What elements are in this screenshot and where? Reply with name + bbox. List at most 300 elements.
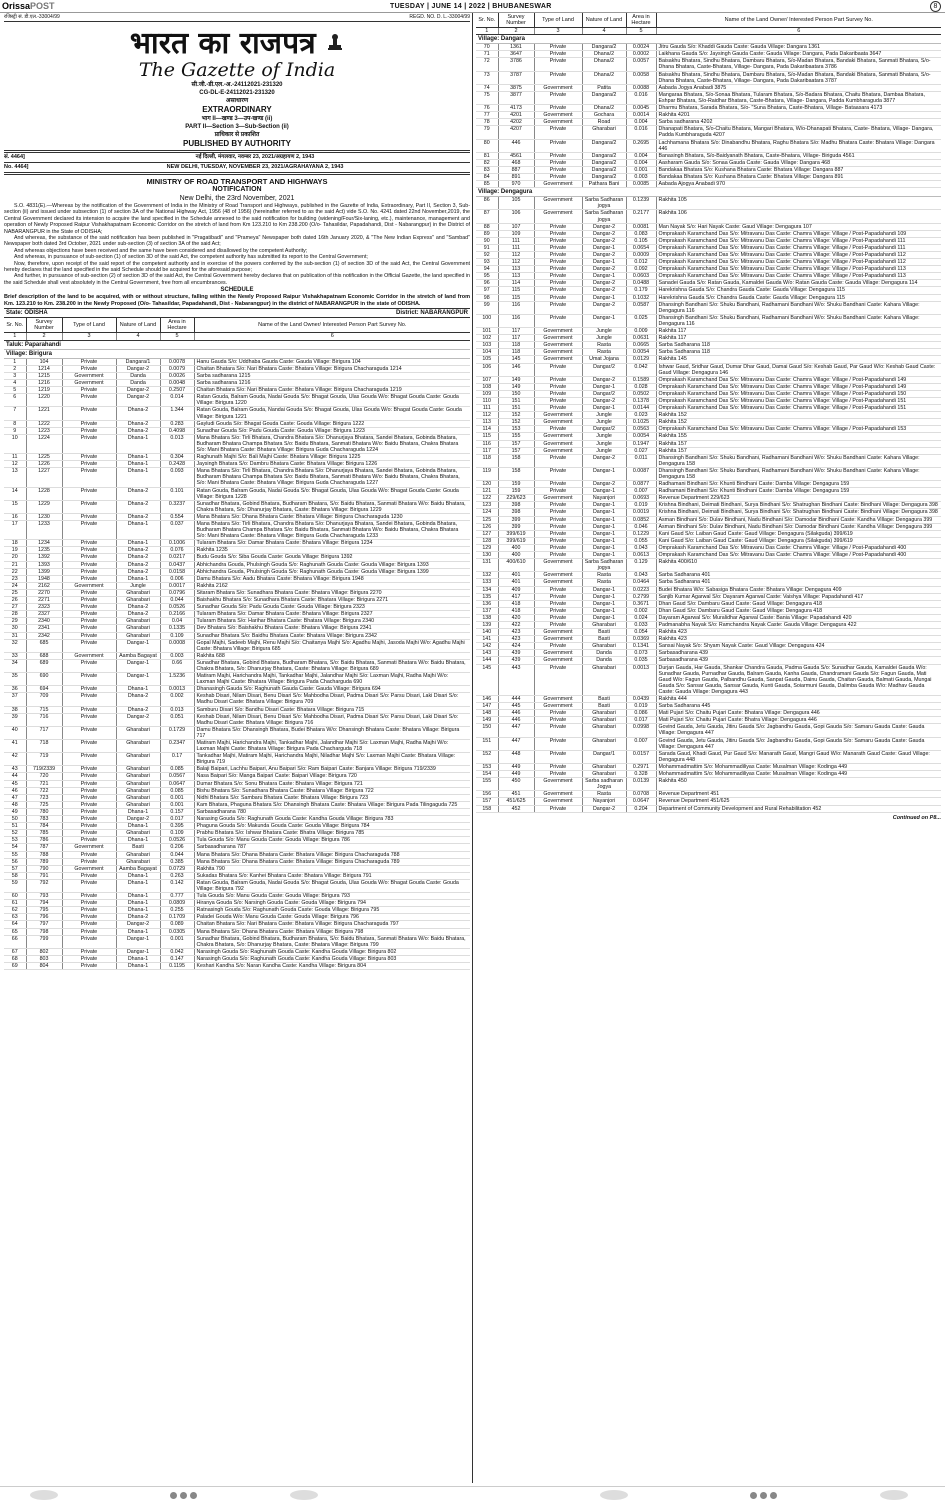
table-row: [476, 173, 941, 180]
brand-logo: OrissaPOST: [2, 1, 55, 11]
table-cell: 73: [476, 71, 498, 84]
table-cell: 30: [4, 625, 26, 632]
table-cell: 105: [498, 197, 534, 210]
table-row: [476, 314, 941, 327]
table-cell: 46: [4, 787, 26, 794]
table-row: [4, 575, 470, 582]
table-row: [4, 597, 470, 604]
table-cell: 0.073: [626, 650, 656, 657]
table-cell: Gharabari: [582, 126, 626, 139]
table-cell: 0.1335: [160, 625, 194, 632]
table-cell: Samburu Disari S/o: Bandhu Disari Caste: Bhatara Village: Birigura 715: [194, 706, 470, 713]
table-cell: 0.019: [626, 703, 656, 710]
table-cell: 0.0796: [160, 589, 194, 596]
table-row: [476, 44, 941, 51]
table-row: [476, 328, 941, 335]
table-cell: 149: [476, 717, 498, 724]
table-cell: Rasta: [582, 349, 626, 356]
table-row: [4, 420, 470, 427]
notification-paragraph: And whereas, in pursuance of sub-section (1) of section 3D of the said Act, the competent authority has submitted its report to the Central Government;: [14, 254, 368, 261]
table-cell: 11: [4, 454, 26, 461]
table-cell: Banasingh Bhatara, S/o-Baidyanath Bhatara, Caste-Bhatara, Village- Birigudа 4561: [656, 152, 941, 159]
table-row: [4, 427, 470, 434]
table-cell: 3647: [498, 51, 534, 58]
table-cell: Dhana-2: [116, 420, 160, 427]
table-cell: Dangara/2: [582, 139, 626, 152]
table-cell: Private: [534, 166, 582, 173]
table-cell: Gharabari: [116, 589, 160, 596]
table-cell: Omprakash Karamchand Das S/o: Mitravanu Das Caste: Chamra Village: Village / Post-Papadahandi 153: [656, 426, 941, 433]
table-cell: Dangar-1: [582, 488, 626, 495]
table-cell: 792: [26, 879, 62, 892]
registration-english: REGD. NO. D. L.-33004/99: [409, 14, 470, 20]
table-cell: Danda: [116, 380, 160, 387]
schedule-heading: SCHEDULE: [220, 287, 254, 294]
table-cell: Government: [534, 433, 582, 440]
table-cell: Matiram Majhi, Harichandra Majhi, Tankadhar Majhi, Jalandhar Majhi S/o: Laxman Majhi, Radha Majhi W/o: Laxman Majhi Caste: Bhatara Village: Birigura Pada Chacharguda 690: [194, 673, 470, 686]
table-row: [4, 434, 470, 453]
table-cell: Private: [534, 737, 582, 750]
table-cell: Dangar-2: [582, 266, 626, 273]
table-cell: 804: [26, 963, 62, 970]
table-cell: Private: [62, 659, 116, 672]
table-cell: 100: [476, 314, 498, 327]
table-cell: Revenue Department 451/625: [656, 798, 941, 805]
table-cell: Private: [62, 858, 116, 865]
table-cell: 97: [476, 287, 498, 294]
table-cell: Dhana-2: [116, 568, 160, 575]
table-row: [476, 166, 941, 173]
table-cell: Dhana-2: [116, 500, 160, 513]
table-cell: 0.0563: [626, 426, 656, 433]
table-cell: Krishna Bindhani, Deimati Bindhani, Surya Bindhani S/o: Shatrughan Bindhani Caste: Bindhani Village: Dengagura 398: [656, 509, 941, 516]
table-cell: Private: [534, 105, 582, 112]
table-cell: 718: [26, 740, 62, 753]
table-cell: Dangar-1: [582, 600, 626, 607]
table-cell: Dangar-1: [116, 639, 160, 652]
table-cell: 115: [476, 433, 498, 440]
table-cell: 149: [498, 383, 534, 390]
table-cell: Dangar/2: [582, 390, 626, 397]
table-cell: Private: [62, 604, 116, 611]
table-cell: 452: [498, 805, 534, 812]
table-cell: 74: [476, 84, 498, 91]
table-cell: Omprakash Karamchand Das S/o: Mitravanu Das Caste: Chamra Village: Village / Post-Papadahandi 111: [656, 244, 941, 251]
column-header: Name of the Land Owner/ Interested Person Part Survey No.: [194, 318, 470, 333]
table-cell: Sansai Nayak S/o: Shyam Nayak Caste: Gaud Village: Dengagura 424: [656, 643, 941, 650]
table-row: [476, 798, 941, 805]
table-cell: Ratnasingh Gouda S/o: Raghunath Gouda Caste: Gouda Village: Birigura 795: [194, 907, 470, 914]
table-cell: 4202: [498, 119, 534, 126]
table-cell: Government: [534, 84, 582, 91]
table-cell: 0.1947: [626, 440, 656, 447]
table-cell: 2271: [26, 597, 62, 604]
table-row: [476, 397, 941, 404]
table-cell: 80: [476, 139, 498, 152]
table-cell: Rakhita 400/610: [656, 559, 941, 572]
table-cell: Government: [534, 119, 582, 126]
table-cell: 151: [498, 397, 534, 404]
table-row: [476, 454, 941, 467]
table-cell: 0.328: [626, 771, 656, 778]
table-cell: Dangar-1: [582, 405, 626, 412]
table-cell: 109: [476, 390, 498, 397]
table-cell: 62: [4, 907, 26, 914]
table-cell: 2162: [26, 582, 62, 589]
table-cell: Private: [534, 763, 582, 770]
table-cell: 139: [476, 621, 498, 628]
table-cell: 0.385: [160, 858, 194, 865]
column-header: Survey Number: [26, 318, 62, 333]
table-cell: Krishna Bindhani, Deimati Bindhani, Surya Bindhani S/o: Shatrughan Bindhani Caste: Bindhani Village: Dengagura 398: [656, 502, 941, 509]
table-cell: 721: [26, 780, 62, 787]
table-cell: 145: [498, 356, 534, 363]
table-cell: 61: [4, 900, 26, 907]
table-cell: 55: [4, 851, 26, 858]
table-cell: Private: [62, 420, 116, 427]
table-cell: 120: [476, 481, 498, 488]
table-cell: Private: [62, 487, 116, 500]
table-cell: Private: [62, 365, 116, 372]
table-cell: 445: [498, 703, 534, 710]
table-cell: 0.1378: [626, 397, 656, 404]
table-cell: 1229: [26, 500, 62, 513]
table-cell: Sarba Sadharana 118: [656, 342, 941, 349]
table-row: [476, 287, 941, 294]
table-cell: 82: [476, 159, 498, 166]
table-cell: 0.0057: [626, 58, 656, 71]
table-cell: Private: [62, 575, 116, 582]
table-cell: Government: [534, 559, 582, 572]
table-cell: Private: [534, 91, 582, 104]
table-cell: 47: [4, 794, 26, 801]
table-cell: 12: [4, 461, 26, 468]
table-row: [476, 230, 941, 237]
table-cell: 1233: [26, 521, 62, 540]
table-cell: Government: [534, 778, 582, 791]
table-cell: 0.024: [626, 614, 656, 621]
table-cell: 128: [476, 537, 498, 544]
part-hindi: भाग II—खण्ड 3—उप-खण्ड (ii): [201, 116, 273, 122]
table-cell: 117: [476, 447, 498, 454]
table-cell: 0.027: [626, 447, 656, 454]
table-cell: Dhana-1: [116, 686, 160, 693]
table-cell: 154: [476, 771, 498, 778]
national-emblem-icon: [326, 33, 344, 57]
table-cell: 446: [498, 710, 534, 717]
table-cell: Dhan Gaud S/o: Dambaru Gaud Caste: Gaud Village: Dengagura 418: [656, 600, 941, 607]
table-cell: 24: [4, 582, 26, 589]
table-cell: Aasharam Gauda S/o: Sonaa Gauda Caste: Gauda Village: Dangara 468: [656, 159, 941, 166]
table-cell: 144: [476, 657, 498, 664]
table-cell: Dhana-2: [116, 561, 160, 568]
table-cell: Sarba sadharana 1216: [194, 380, 470, 387]
table-cell: 158: [498, 454, 534, 467]
table-cell: 0.0158: [160, 568, 194, 575]
table-cell: 0.179: [626, 287, 656, 294]
table-cell: Rakhita 152: [656, 412, 941, 419]
table-cell: Abhichandra Gouda, Phulsingh Gouda S/o: Raghunath Gouda Caste: Gouda Village: Birigura 1399: [194, 568, 470, 575]
table-cell: Omprakash Karamchand Das S/o: Mitravanu Das Caste: Chamra Village: Village / Post-Papadahandi 150: [656, 390, 941, 397]
table-cell: 0.014: [160, 394, 194, 407]
table-row: [4, 753, 470, 766]
table-row: [476, 593, 941, 600]
table-cell: Gharabari: [582, 664, 626, 695]
table-cell: Sanjib Kumar Agarwal S/o: Dayaram Agarwal Caste: Vaishya Village: Papadahandi 417: [656, 593, 941, 600]
table-cell: Private: [62, 521, 116, 540]
table-cell: 793: [26, 893, 62, 900]
table-cell: Dhana-2: [116, 611, 160, 618]
nav-oval[interactable]: [290, 1490, 318, 1500]
table-cell: Dangar-2: [582, 301, 626, 314]
table-cell: 398: [498, 509, 534, 516]
table-cell: 795: [26, 907, 62, 914]
table-cell: Government: [534, 197, 582, 210]
table-cell: 0.2428: [160, 461, 194, 468]
table-cell: Sarba sadharana 4202: [656, 119, 941, 126]
table-row: [4, 914, 470, 921]
left-column: [4, 13, 470, 1483]
table-cell: 72: [476, 58, 498, 71]
table-row: [4, 513, 470, 520]
table-cell: Nayanjori: [582, 798, 626, 805]
table-cell: Hanu Gauda S/o: Uddhaba Gauda Caste: Gauda Village: Birigura 104: [194, 358, 470, 365]
table-cell: Kani Gaud S/o: Laiban Gaud Caste: Gaud Village: Dengagura (Silakguda) 399/619: [656, 530, 941, 537]
table-cell: Private: [534, 126, 582, 139]
table-cell: Private: [62, 907, 116, 914]
table-cell: Dangar-1: [582, 273, 626, 280]
table-row: [476, 426, 941, 433]
table-cell: 802: [26, 948, 62, 955]
table-row: [4, 407, 470, 420]
table-cell: Jungle: [582, 328, 626, 335]
table-row: [476, 530, 941, 537]
table-row: [476, 71, 941, 84]
table-cell: Dhana-1: [116, 461, 160, 468]
table-cell: Dangar-2: [582, 223, 626, 230]
nav-prev-oval[interactable]: [30, 1490, 58, 1500]
table-cell: 0.043: [626, 572, 656, 579]
table-cell: 22: [4, 568, 26, 575]
table-cell: Department of Community Development and Rural Rehabilitation 452: [656, 805, 941, 812]
table-cell: Dhana-2: [116, 407, 160, 420]
ministry-heading: MINISTRY OF ROAD TRANSPORT AND HIGHWAYS: [146, 177, 328, 186]
table-cell: Aabada Ajogya Anabadi 970: [656, 181, 941, 188]
table-cell: 1228: [26, 487, 62, 500]
table-header: [476, 13, 941, 28]
column-number: 3: [534, 28, 582, 35]
table-cell: Government: [534, 495, 582, 502]
table-cell: 0.0217: [160, 554, 194, 561]
table-row: [476, 139, 941, 152]
nav-oval[interactable]: [600, 1490, 628, 1500]
table-cell: 0.2695: [626, 139, 656, 152]
table-cell: Dhana-2: [116, 427, 160, 434]
table-cell: 146: [498, 363, 534, 376]
table-cell: 130: [476, 552, 498, 559]
table-cell: 797: [26, 921, 62, 928]
table-cell: 54: [4, 844, 26, 851]
table-row: [4, 921, 470, 928]
table-cell: Sunadhar Bhatara, Gobind Bhatara, Budharam Bhatara, S/o: Baidu Bhatara, Sanmati Bhatara W/o: Baidu Bhatara, Chakra Bhatara, S/o: Dhanurjay Bhatara, Caste: Bhatara Village: Birigura 689: [194, 659, 470, 672]
table-cell: 21: [4, 561, 26, 568]
state-label: State: ODISHA: [6, 310, 48, 317]
table-row: [4, 454, 470, 461]
table-cell: Revenue Department 451: [656, 791, 941, 798]
table-cell: Dangara/2: [582, 173, 626, 180]
table-cell: Dhana-2: [116, 693, 160, 706]
table-cell: Rakhita 423: [656, 629, 941, 636]
table-row: [476, 516, 941, 523]
table-cell: 29: [4, 618, 26, 625]
table-cell: 78: [476, 119, 498, 126]
table-cell: Chaitan Bhatara S/o: Nari Bhatara Caste: Bhatara Village: Birigura Chacharaguda 1214: [194, 365, 470, 372]
table-cell: 0.0877: [626, 481, 656, 488]
table-cell: Danda: [582, 657, 626, 664]
table-cell: 4173: [498, 105, 534, 112]
table-cell: Dharmu Bhatara, Sarada Bhatara, S/o- "Suna Bhatara, Caste-Bhatara, Village- Bataasara 4173: [656, 105, 941, 112]
table-row: [4, 468, 470, 487]
column-header: Nature of Land: [116, 318, 160, 333]
table-cell: Dangar-2: [582, 252, 626, 259]
table-cell: Jaysingh Bhatara S/o: Dambru Bhatara Caste: Bhatara Village: Birigura 1226: [194, 461, 470, 468]
part-english: PART II—Section 3—Sub-Section (ii): [185, 124, 289, 130]
table-cell: Sarba Sadharana 118: [656, 349, 941, 356]
table-cell: 91: [476, 244, 498, 251]
table-cell: 58: [4, 872, 26, 879]
table-cell: 111: [498, 244, 534, 251]
table-cell: 0.007: [626, 488, 656, 495]
table-cell: Private: [534, 376, 582, 383]
table-cell: 451: [498, 791, 534, 798]
table-cell: Dangar-1: [582, 259, 626, 266]
table-cell: 0.109: [160, 632, 194, 639]
table-cell: 423: [498, 629, 534, 636]
table-cell: Private: [534, 159, 582, 166]
table-cell: Private: [62, 740, 116, 753]
table-cell: 0.0139: [626, 778, 656, 791]
table-cell: 4201: [498, 112, 534, 119]
table-row: [476, 126, 941, 139]
table-cell: 424: [498, 643, 534, 650]
table-cell: Private: [62, 693, 116, 706]
table-row: [476, 495, 941, 502]
table-cell: Baisakhu Bhatara, Sindhu Bhatara, Dambaru Bhatara, S/o-Madan Bhatara, Bandaki Bhatara, Sanmati Bhatara, S/o- Dhana Bhatara, Caste-Bhatara, Village- Dangara, Pada Dakaribaatara 3786: [656, 58, 941, 71]
table-cell: 0.035: [626, 657, 656, 664]
table-cell: 418: [498, 600, 534, 607]
table-cell: Gharabari: [116, 618, 160, 625]
table-cell: Dangar-1: [582, 502, 626, 509]
table-cell: 796: [26, 914, 62, 921]
table-cell: 33: [4, 652, 26, 659]
table-row: [476, 544, 941, 551]
table-cell: Private: [62, 394, 116, 407]
authority-english: PUBLISHED BY AUTHORITY: [182, 139, 291, 148]
table-row: [4, 955, 470, 962]
table-cell: 786: [26, 837, 62, 844]
table-cell: Private: [534, 771, 582, 778]
table-row: [4, 851, 470, 858]
table-cell: 150: [476, 724, 498, 737]
table-cell: 0.002: [160, 693, 194, 706]
table-cell: Private: [62, 753, 116, 766]
table-cell: Private: [62, 454, 116, 461]
table-cell: 0.016: [626, 126, 656, 139]
table-cell: 93: [476, 259, 498, 266]
table-cell: 0.033: [626, 621, 656, 628]
table-cell: Private: [62, 611, 116, 618]
table-cell: 1227: [26, 468, 62, 487]
table-cell: 0.1239: [626, 197, 656, 210]
table-row: [476, 412, 941, 419]
table-cell: Dhana-1: [116, 928, 160, 935]
table-cell: 0.0488: [626, 280, 656, 287]
table-cell: Private: [534, 537, 582, 544]
table-cell: Dhana-1: [116, 879, 160, 892]
nav-next-oval[interactable]: [880, 1490, 908, 1500]
table-row: [4, 554, 470, 561]
table-cell: 709: [26, 693, 62, 706]
table-cell: Dhana-2: [116, 513, 160, 520]
table-cell: Government: [534, 112, 582, 119]
table-row: [476, 273, 941, 280]
table-row: [4, 387, 470, 394]
column-number: 4: [116, 333, 160, 340]
table-row: [4, 673, 470, 686]
table-cell: Tankadhar Majhi, Matiram Majhi, Harichandra Majhi, Niladhar Majhi S/o: Laxman Majhi Caste: Bhatara Village: Birigura 719: [194, 753, 470, 766]
table-cell: 1.344: [160, 407, 194, 420]
table-cell: 1399: [26, 568, 62, 575]
table-cell: 690: [26, 673, 62, 686]
table-cell: Prabhu Bhatara S/o: Ishwar Bhatara Caste: Bhatra Village: Birigura 785: [194, 830, 470, 837]
table-cell: 0.0526: [160, 604, 194, 611]
table-cell: 791: [26, 872, 62, 879]
table-cell: 103: [476, 342, 498, 349]
village-label: Village: Birigura: [4, 349, 470, 358]
table-cell: Dangar-2: [116, 816, 160, 823]
table-row: [476, 259, 941, 266]
table-cell: 0.006: [160, 575, 194, 582]
table-cell: Private: [62, 816, 116, 823]
table-cell: 1.5236: [160, 673, 194, 686]
table-cell: 399/619: [498, 537, 534, 544]
table-cell: 803: [26, 955, 62, 962]
table-cell: 1222: [26, 420, 62, 427]
table-cell: 722: [26, 787, 62, 794]
table-cell: Patita: [582, 84, 626, 91]
table-cell: 0.0017: [160, 582, 194, 589]
table-cell: Tula Gouda S/o: Manu Gouda Caste: Gouda Village: Birigura 786: [194, 837, 470, 844]
table-row: [476, 419, 941, 426]
table-cell: 0.0054: [626, 349, 656, 356]
table-header: [4, 318, 470, 333]
table-cell: 0.0647: [160, 780, 194, 787]
table-cell: 37: [4, 693, 26, 706]
table-cell: Gharabari: [582, 771, 626, 778]
table-row: [476, 607, 941, 614]
table-cell: 157: [498, 447, 534, 454]
table-row: [476, 349, 941, 356]
table-cell: 0.013: [160, 434, 194, 453]
table-cell: Gopal Majhi, Sadeeb Majhi, Renu Majhi S/o: Chaitanya Majhi S/o: Agadhu Majhi, Jasoda Majhi W/o: Agadhu Majhi Caste: Bhatara Village: Birigura 685: [194, 639, 470, 652]
table-cell: 0.554: [160, 513, 194, 520]
table-cell: Dhana/2: [582, 71, 626, 84]
table-row: [476, 105, 941, 112]
table-cell: 7: [4, 407, 26, 420]
table-cell: 2341: [26, 625, 62, 632]
table-cell: Abhichandra Gouda, Phulsingh Gouda S/o: Raghunath Gouda Caste: Gouda Village: Birigura 1393: [194, 561, 470, 568]
table-cell: Dangar-1: [582, 523, 626, 530]
